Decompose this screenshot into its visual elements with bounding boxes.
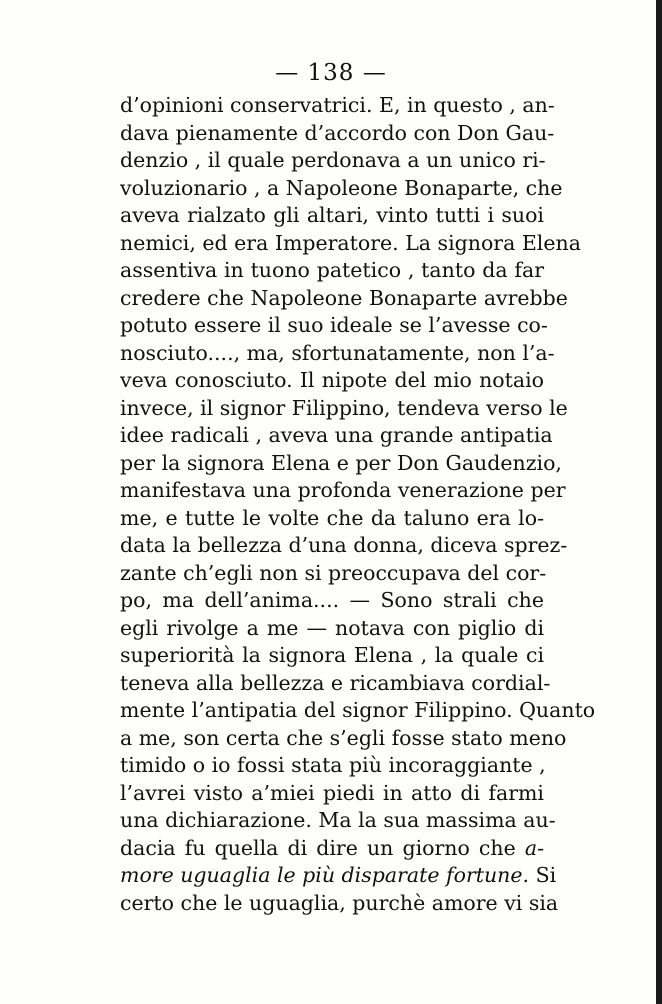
text-line: superiorità la signora Elena , la quale ci bbox=[120, 643, 544, 667]
text-line: assentiva in tuono patetico , tanto da far bbox=[120, 258, 544, 282]
text-line-mixed-italic bbox=[120, 835, 544, 863]
text-line: certo che le uguaglia, purchè amore vi sia bbox=[120, 890, 559, 915]
text-line: denzio , il quale perdonava a un unico ri- bbox=[120, 148, 546, 172]
text-line: potuto essere il suo ideale se l’avesse co- bbox=[120, 313, 548, 337]
text-line: timido o io fossi stata più incoraggiante , bbox=[120, 753, 546, 777]
page-number: — 138 — bbox=[275, 60, 387, 86]
text-segment: Si bbox=[535, 863, 557, 887]
text-line: una dichiarazione. Ma la sua massima au- bbox=[120, 808, 556, 832]
text-segment: dacia fu quella di dire un giorno che bbox=[120, 835, 516, 860]
text-line: nosciuto...., ma, sfortunatamente, non l’a- bbox=[120, 340, 555, 365]
text-line: idee radicali , aveva una grande antipatia bbox=[120, 423, 553, 447]
italic-segment: more uguaglia le più disparate fortune. bbox=[120, 863, 530, 887]
text-line: me, e tutte le volte che da taluno era lo- bbox=[120, 505, 544, 530]
text-line: d’opinioni conservatrici. E, in questo , an- bbox=[120, 93, 555, 117]
text-line: per la signora Elena e per Don Gaudenzio, bbox=[120, 450, 562, 475]
italic-segment: a- bbox=[524, 835, 544, 860]
text-line: zante ch’egli non si preoccupava del cor- bbox=[120, 560, 547, 585]
text-line: dava pienamente d’accordo con Don Gau- bbox=[120, 120, 555, 145]
text-line: teneva alla bellezza e ricambiava cordial- bbox=[120, 670, 551, 695]
page-edge-shadow bbox=[656, 0, 662, 1004]
text-line: po, ma dell’anima.... — Sono strali che bbox=[120, 588, 544, 612]
text-line: data la bellezza d’una donna, diceva sprez- bbox=[120, 533, 568, 557]
body-text bbox=[120, 92, 596, 917]
text-line: egli rivolge a me — notava con piglio di bbox=[120, 615, 544, 640]
text-line: invece, il signor Filippino, tendeva verso le bbox=[120, 395, 568, 420]
text-line: veva conosciuto. Il nipote del mio notaio bbox=[120, 368, 544, 392]
text-line: manifestava una profonda venerazione per bbox=[120, 478, 566, 502]
text-line: voluzionario , a Napoleone Bonaparte, che bbox=[120, 175, 563, 200]
text-line: mente l’antipatia del signor Filippino. Quanto bbox=[120, 698, 596, 722]
text-line: l’avrei visto a’miei piedi in atto di farmi bbox=[120, 780, 544, 805]
text-line-mixed-italic bbox=[120, 862, 557, 890]
text-line: a me, son certa che s’egli fosse stato meno bbox=[120, 725, 567, 750]
text-line: aveva rialzato gli altari, vinto tutti i suoi bbox=[120, 203, 544, 227]
text-line: nemici, ed era Imperatore. La signora Elena bbox=[120, 230, 581, 255]
text-line: credere che Napoleone Bonaparte avrebbe bbox=[120, 285, 568, 310]
